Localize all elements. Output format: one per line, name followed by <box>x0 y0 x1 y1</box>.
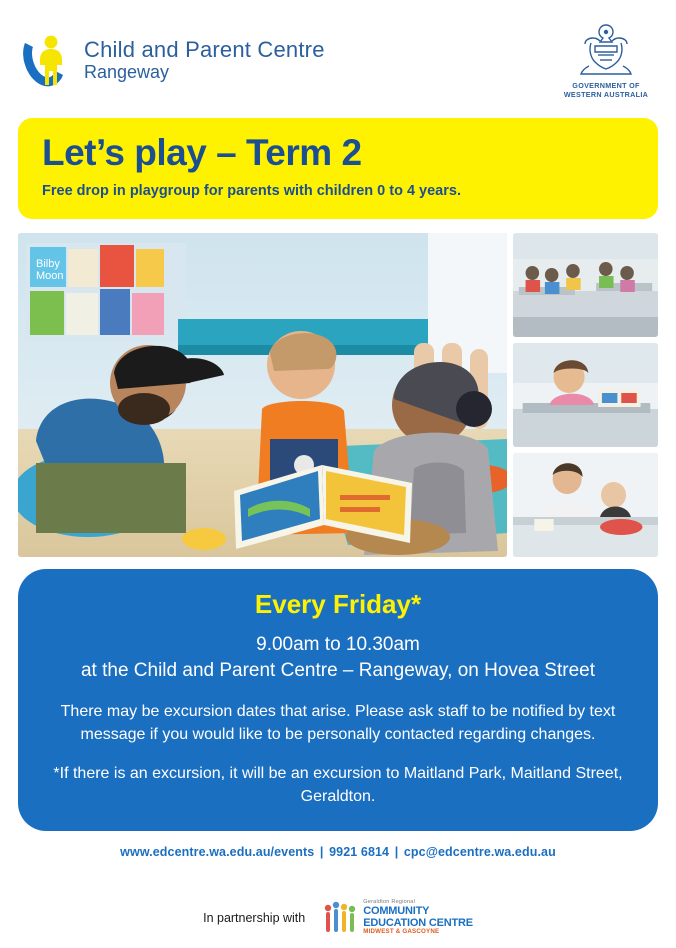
community-figures-icon <box>323 900 357 936</box>
brand-line-2: Rangeway <box>84 62 170 83</box>
government-line-1: GOVERNMENT OF <box>572 80 640 90</box>
banner-subtitle: Free drop in playgroup for parents with children 0 to 4 years. <box>42 182 461 199</box>
child-parent-figure-icon <box>24 29 72 91</box>
main-photo <box>18 233 507 557</box>
child-painting-illustration <box>513 343 658 447</box>
contact-phone[interactable]: 9921 6814 <box>329 844 390 859</box>
excursion-detail: *If there is an excursion, it will be an excursion to Maitland Park, Maitland Street, Geraldton. <box>53 765 623 806</box>
contact-line <box>18 845 658 859</box>
partnership-label: In partnership with <box>203 911 306 925</box>
main-photo-illustration <box>18 233 507 557</box>
classroom-illustration <box>513 233 658 337</box>
photo-strip <box>18 233 658 557</box>
thumbnail-photo-2 <box>513 343 658 447</box>
partnership-footer <box>0 900 676 936</box>
thumbnail-column <box>513 233 658 557</box>
partner-logo <box>323 900 473 936</box>
svg-text:Bilby: Bilby <box>36 257 60 270</box>
thumbnail-photo-3 <box>513 453 658 557</box>
partner-line-1: Geraldton Regional <box>363 899 416 906</box>
poster-header <box>18 0 658 114</box>
excursion-note: There may be excursion dates that arise. Please ask staff to be notified by text message if you would like to be personally contacted regarding changes. <box>60 702 616 744</box>
thumbnail-photo-1 <box>513 233 658 337</box>
government-text <box>560 81 652 99</box>
brand-lockup <box>24 29 325 91</box>
contact-separator-2: | <box>394 844 399 859</box>
schedule-title: Every Friday* <box>254 588 422 619</box>
government-line-2: WESTERN AUSTRALIA <box>563 89 649 99</box>
contact-website[interactable]: www.edcentre.wa.edu.au/events <box>120 844 315 859</box>
adult-and-toddler-craft-illustration <box>513 453 658 557</box>
government-logo <box>560 22 652 99</box>
wa-government-crest-icon <box>571 22 641 78</box>
svg-text:Moon: Moon <box>36 269 64 282</box>
schedule-time: 9.00am to 10.30am <box>256 633 420 655</box>
brand-text <box>84 38 325 83</box>
partner-line-4: MIDWEST & GASCOYNE <box>363 928 440 936</box>
contact-separator-1: | <box>319 844 324 859</box>
partner-line-3: EDUCATION CENTRE <box>363 916 473 929</box>
page-title: Let’s play – Term 2 <box>42 132 362 173</box>
details-panel <box>18 569 658 831</box>
contact-email[interactable]: cpc@edcentre.wa.edu.au <box>403 844 556 859</box>
brand-line-1: Child and Parent Centre <box>84 36 325 62</box>
partner-text <box>363 900 473 935</box>
yellow-figure-icon <box>38 35 64 87</box>
partner-line-2: COMMUNITY <box>363 905 430 918</box>
schedule-location: at the Child and Parent Centre – Rangeway, on Hovea Street <box>80 659 595 681</box>
headline-banner <box>18 118 658 219</box>
